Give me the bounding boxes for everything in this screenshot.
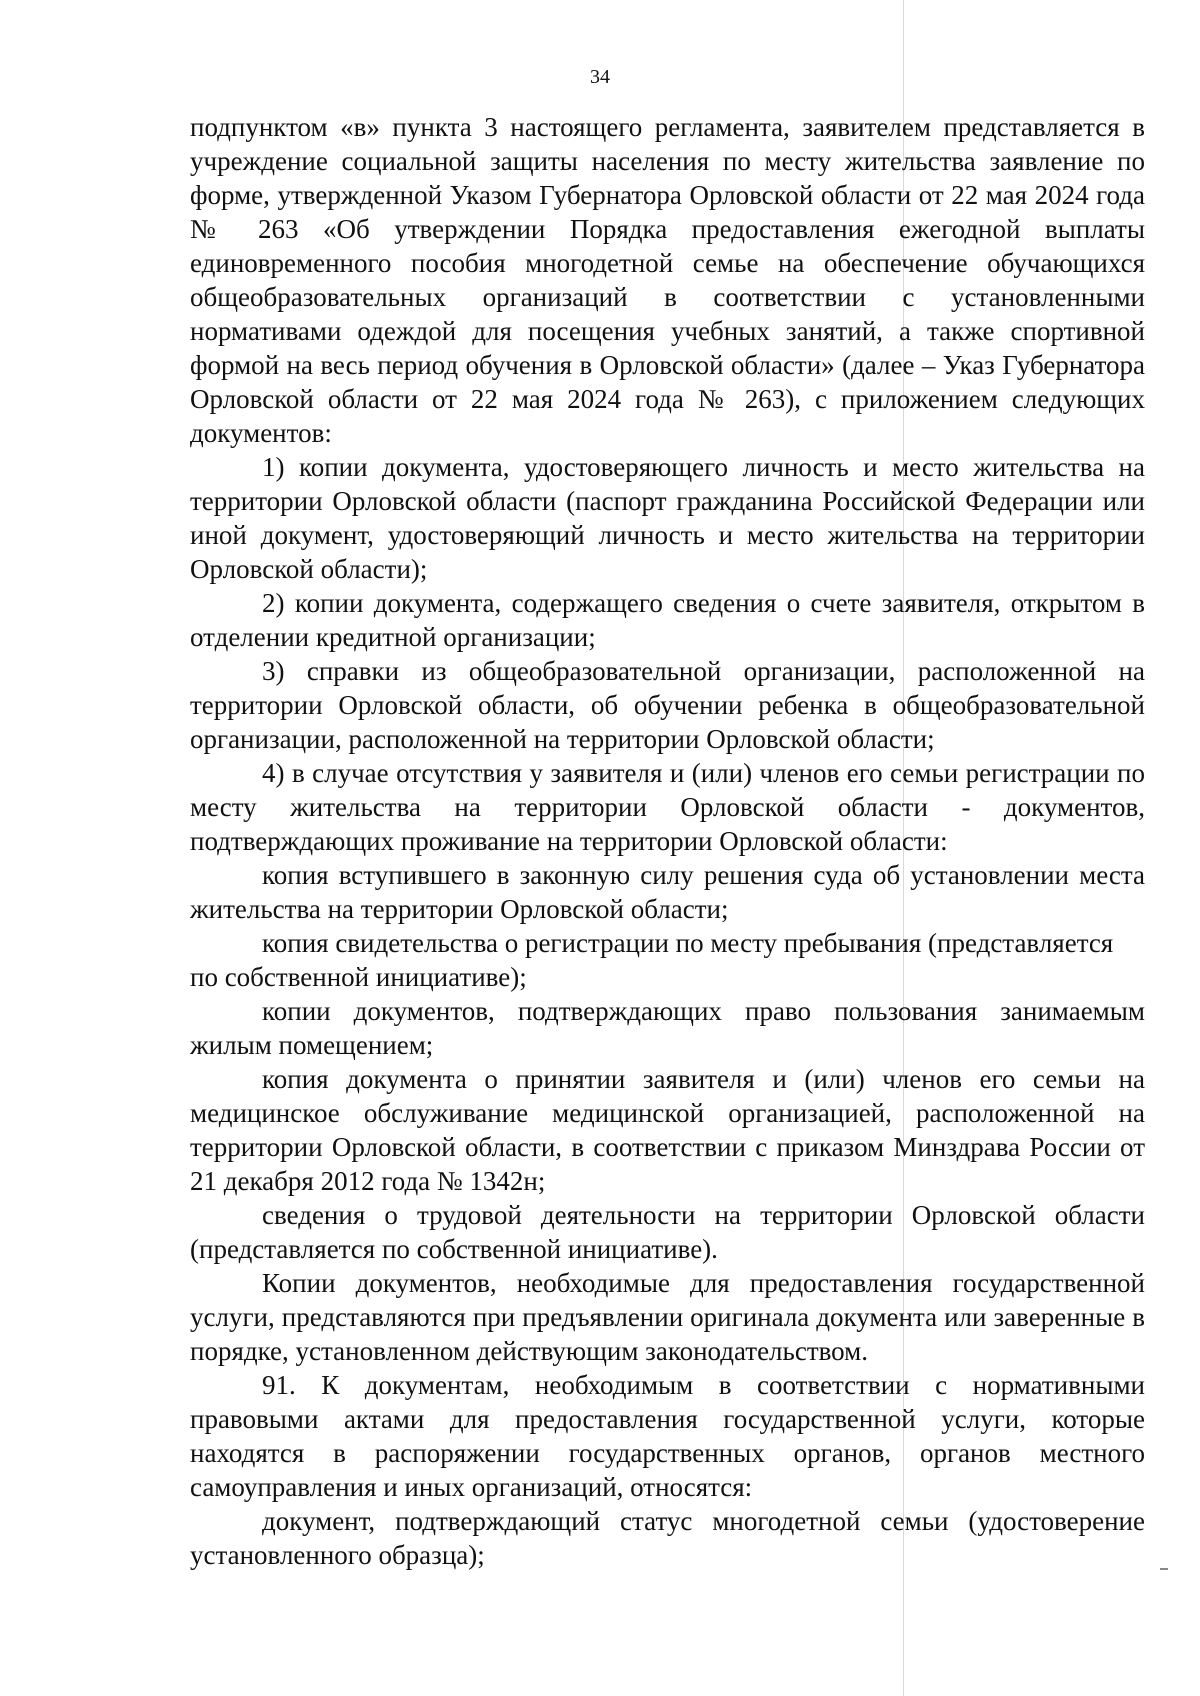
paragraph-item-3: 3) справки из общеобразовательной организации, расположенной на территории Орловской области, об обучении ребенка в общеобразовательной организации, расположенной на территории Орловской области; (190, 656, 1145, 754)
paragraph-section-91: 91. К документам, необходимым в соответствии с нормативными правовыми актами для предоставления государственной услуги, которые находятся в распоряжении государственных органов, органов местного самоуправления и иных организаций, относятся: (190, 1370, 1145, 1502)
paragraph-item-1: 1) копии документа, удостоверяющего личность и место жительства на территории Орловской области (паспорт гражданина Российской Федерации или иной документ, удостоверяющий личность и место жительства на территории Орловской области); (190, 452, 1145, 584)
paragraph-large-family-status: документ, подтверждающий статус многодетной семьи (удостоверение установленного образца); (190, 1506, 1145, 1570)
paragraph-document-copies: Копии документов, необходимые для предоставления государственной услуги, представляются при предъявлении оригинала документа или заверенные в порядке, установленном действующим законодательством. (190, 1268, 1145, 1366)
paragraph-medical-service: копия документа о принятии заявителя и (или) членов его семьи на медицинское обслуживание медицинской организацией, расположенной на территории Орловской области, в соответствии с приказом Минздрава России от 21 декабря 2012 года № 1342н; (190, 1064, 1145, 1196)
paragraph-court-decision: копия вступившего в законную силу решения суда об установлении места жительства на территории Орловской области; (190, 860, 1145, 924)
document-body (190, 110, 1145, 1572)
page-number: 34 (590, 66, 610, 88)
paragraph-intro: подпунктом «в» пункта 3 настоящего регламента, заявителем представляется в учреждение социальной защиты населения по месту жительства заявление по форме, утвержденной Указом Губернатора Орловской области от 22 мая 2024 года № 263 «Об утверждении Порядка предоставления ежегодной выплаты единовременного пособия многодетной семье на обеспечение обучающихся общеобразовательных организаций в соответствии с установленными нормативами одеждой для посещения учебных занятий, а также спортивной формой на весь период обучения в Орловской области» (далее – Указ Губернатора Орловской области от 22 мая 2024 года № 263), с приложением следующих документов: (190, 112, 1145, 448)
scan-mark (1160, 1568, 1168, 1570)
paragraph-own-initiative: по собственной инициативе); (190, 962, 527, 992)
paragraph-labor-activity: сведения о трудовой деятельности на территории Орловской области (представляется по собственной инициативе). (190, 1200, 1145, 1264)
paragraph-item-4: 4) в случае отсутствия у заявителя и (или) членов его семьи регистрации по месту жительства на территории Орловской области - документов, подтверждающих проживание на территории Орловской области: (190, 758, 1145, 856)
paragraph-item-2: 2) копии документа, содержащего сведения о счете заявителя, открытом в отделении кредитной организации; (190, 588, 1145, 652)
paragraph-registration-certificate: копия свидетельства о регистрации по месту пребывания (представляется (262, 928, 1114, 958)
paragraph-housing-rights: копии документов, подтверждающих право пользования занимаемым жилым помещением; (190, 996, 1145, 1060)
